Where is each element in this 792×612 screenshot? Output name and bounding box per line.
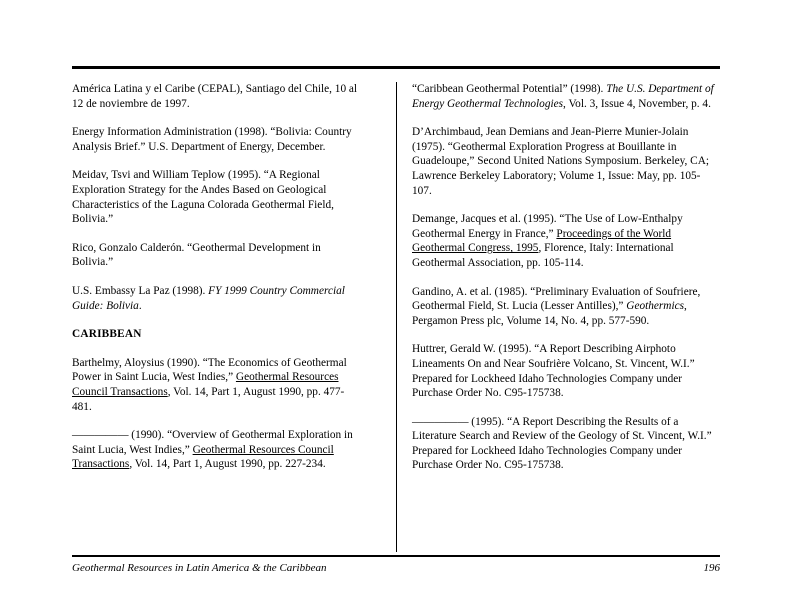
- bibliography-entry: [72, 284, 362, 313]
- entry-text-normal: Meidav, Tsvi and William Teplow (1995). “A Regional Exploration Strategy for the Andes Based on Geological Characteristics of the Laguna Colorada Geothermal Field, Bolivia.”: [72, 169, 334, 226]
- entry-text-normal: América Latina y el Caribe (CEPAL), Santiago del Chile, 10 al 12 de noviembre de 1997.: [72, 83, 358, 110]
- entry-text-bold: CARIBBEAN: [72, 328, 142, 341]
- entry-text-italic: The U.S. Department of Energy Geothermal Technologies: [412, 83, 714, 110]
- entry-text-normal: , Pergamon Press plc, Volume 14, No. 4, pp. 577-590.: [412, 300, 687, 327]
- right-column: [412, 82, 720, 552]
- left-column: [72, 82, 362, 552]
- entry-text-normal: Huttrer, Gerald W. (1995). “A Report Describing Airphoto Lineaments On and Near Soufrière Volcano, St. Vincent, W.I.” Prepared for Lockheed Idaho Technologies Company under Purchase Order No. C95-175738.: [412, 343, 695, 400]
- bibliography-entry: [72, 168, 362, 226]
- bibliography-entry: [72, 356, 362, 414]
- footer-page-number: 196: [703, 562, 720, 574]
- entry-text-underline: Geothermal Resources Council Transactions: [72, 443, 334, 471]
- bibliography-entry: [412, 285, 720, 329]
- footer-document-title: Geothermal Resources in Latin America & the Caribbean: [72, 562, 327, 574]
- entry-text-normal: “Caribbean Geothermal Potential” (1998).: [412, 83, 607, 95]
- entry-text-normal: , Florence, Italy: International Geothermal Association, pp. 105-114.: [412, 242, 674, 269]
- entry-text-normal: , Vol. 3, Issue 4, November, p. 4.: [563, 97, 711, 110]
- bibliography-entry: [412, 415, 720, 473]
- entry-text-normal: .: [138, 299, 142, 312]
- entry-text-underline: Proceedings of the World Geothermal Congress, 1995: [412, 227, 672, 255]
- bibliography-entry: [412, 342, 720, 400]
- entry-text-normal: Rico, Gonzalo Calderón. “Geothermal Development in Bolivia.”: [72, 241, 321, 269]
- entry-text-normal: , Vol. 14, Part 1, August 1990, pp. 477-481.: [72, 385, 345, 413]
- section-heading: [72, 327, 362, 342]
- footer-rule: [72, 555, 720, 557]
- entry-text-normal: U.S. Embassy La Paz (1998).: [72, 284, 209, 297]
- bibliography-entry: [72, 125, 362, 154]
- entry-text-normal: Demange, Jacques et al. (1995). “The Use of Low-Enthalpy Geothermal Energy in France,”: [412, 213, 683, 240]
- bibliography-entry: [412, 82, 720, 111]
- entry-text-normal: ————— (1990). “Overview of Geothermal Exploration in Saint Lucia, West Indies,”: [72, 429, 353, 456]
- bibliography-entry: [72, 82, 362, 111]
- page-footer: [72, 562, 720, 574]
- bibliography-entry: [412, 125, 720, 198]
- column-divider: [396, 82, 397, 552]
- entry-text-normal: D’Archimbaud, Jean Demians and Jean-Pierre Munier-Jolain (1975). “Geothermal Exploration Progress at Bouillante in Guadeloupe,” Second United Nations Symposium. Berkeley, CA; Lawrence Berkeley Laboratory; Volume 1, Issue: May, pp. 105-107.: [412, 126, 710, 197]
- entry-text-normal: , Vol. 14, Part 1, August 1990, pp. 227-234.: [129, 458, 326, 471]
- bibliography-entry: [412, 212, 720, 270]
- entry-text-normal: Energy Information Administration (1998). “Bolivia: Country Analysis Brief.” U.S. Department of Energy, December.: [72, 126, 352, 153]
- page-content: [72, 82, 720, 552]
- entry-text-normal: Barthelmy, Aloysius (1990). “The Economics of Geothermal Power in Saint Lucia, West Indies,”: [72, 356, 347, 384]
- entry-text-italic: FY 1999 Country Commercial Guide: Bolivia: [72, 284, 345, 312]
- entry-text-normal: Gandino, A. et al. (1985). “Preliminary Evaluation of Soufriere, Geothermal Field, St. Lucia (Lesser Antilles),”: [412, 285, 701, 313]
- entry-text-underline: Geothermal Resources Council Transactions: [72, 371, 339, 398]
- bibliography-entry: [72, 241, 362, 270]
- top-rule: [72, 66, 720, 69]
- entry-text-italic: Geothermics: [626, 300, 685, 313]
- entry-text-normal: ————— (1995). “A Report Describing the Results of a Literature Search and Review of the Geology of St. Vincent, W.I.” Prepared for Lockheed Idaho Technologies Company under Purchase Order No. C95-175738.: [412, 415, 712, 472]
- bibliography-entry: [72, 428, 362, 472]
